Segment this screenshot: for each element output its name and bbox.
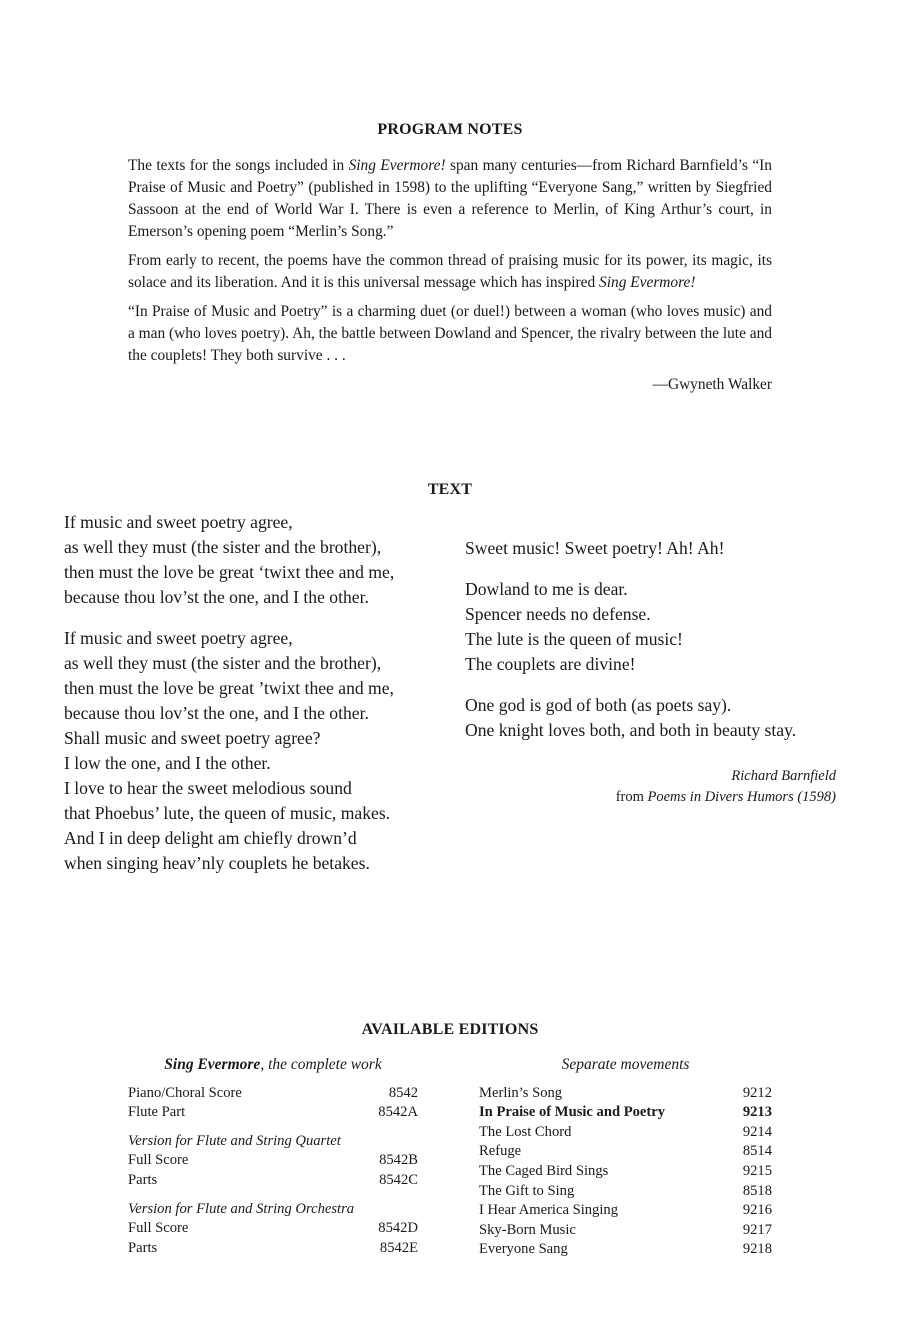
edition-name: Merlin’s Song <box>479 1084 563 1101</box>
title-emphasis: Sing Evermore! <box>599 274 696 291</box>
edition-name: The Gift to Sing <box>479 1182 575 1199</box>
complete-work-heading <box>128 1055 418 1075</box>
poem-line: because thou lov’st the one, and I the other. <box>64 703 369 723</box>
edition-name: I Hear America Singing <box>479 1202 619 1219</box>
edition-row <box>479 1201 772 1221</box>
edition-code: 9212 <box>742 1084 772 1101</box>
poem-line: The lute is the queen of music! <box>465 629 683 649</box>
edition-code: 9214 <box>742 1123 772 1140</box>
edition-code: 8542A <box>378 1104 418 1121</box>
attribution-source: Poems in Divers Humors (1598) <box>647 789 836 805</box>
poem-line: One god is god of both (as poets say). <box>465 695 732 715</box>
notes-paragraph <box>128 301 772 367</box>
poem-line: If music and sweet poetry agree, <box>64 512 293 532</box>
text-run: The texts for the songs included in <box>128 157 349 174</box>
program-notes-heading: PROGRAM NOTES <box>377 121 523 138</box>
edition-name: Full Score <box>128 1220 189 1237</box>
edition-row <box>128 1084 418 1104</box>
edition-code: 9216 <box>742 1202 772 1219</box>
poem-line: then must the love be great ’twixt thee and me, <box>64 678 394 698</box>
edition-name: In Praise of Music and Poetry <box>479 1104 666 1121</box>
poem-stanza <box>465 577 796 677</box>
edition-row <box>479 1240 772 1260</box>
edition-row <box>479 1162 772 1182</box>
poem-line: The couplets are divine! <box>465 654 636 674</box>
attribution-from: from <box>615 789 648 805</box>
edition-code: 9213 <box>742 1104 772 1121</box>
orchestra-list <box>128 1219 418 1258</box>
edition-row <box>479 1221 772 1241</box>
orchestra-heading: Version for Flute and String Orchestra <box>128 1200 355 1217</box>
separate-movements-heading: Separate movements <box>561 1056 690 1073</box>
edition-row <box>128 1239 418 1259</box>
title-emphasis: Sing Evermore! <box>348 157 446 174</box>
edition-code: 8542B <box>379 1152 418 1169</box>
text-heading: TEXT <box>427 481 473 498</box>
notes-paragraph <box>128 250 772 294</box>
edition-row <box>479 1103 772 1123</box>
poem-attribution <box>520 766 836 808</box>
edition-name: Parts <box>128 1171 158 1188</box>
poem-line: One knight loves both, and both in beauty stay. <box>465 720 797 740</box>
edition-name: Full Score <box>128 1152 189 1169</box>
edition-name: Sky-Born Music <box>479 1221 576 1238</box>
poem-line: Sweet music! Sweet poetry! Ah! Ah! <box>465 538 725 558</box>
separate-movements-list <box>479 1084 772 1260</box>
separate-movements-editions <box>479 1055 772 1260</box>
program-notes <box>128 155 772 396</box>
edition-code: 8542C <box>379 1171 418 1188</box>
poem-line: And I in deep delight am chiefly drown’d <box>64 828 357 848</box>
poem-right-column <box>465 536 796 759</box>
edition-row <box>479 1084 772 1104</box>
complete-work-title: Sing Evermore <box>164 1056 261 1073</box>
text-run: “In Praise of Music and Poetry” is a charming duet (or duel!) between a woman (who loves music) and a man (who loves poetry). Ah, the battle between Dowland and Spencer, the rivalry between the lute and the couplets! They both survive . . . <box>128 303 772 364</box>
text-run: From early to recent, the poems have the common thread of praising music for its power, its magic, its solace and its liberation. And it is this universal message which has inspired <box>128 252 772 291</box>
poem-line: when singing heav’nly couplets he betakes. <box>64 853 370 873</box>
edition-code: 8514 <box>742 1143 772 1160</box>
edition-row <box>479 1142 772 1162</box>
poem-stanza <box>64 626 394 876</box>
quartet-list <box>128 1151 418 1190</box>
edition-code: 8542E <box>379 1239 418 1256</box>
edition-name: The Lost Chord <box>479 1123 572 1140</box>
edition-row <box>479 1182 772 1202</box>
text-run: span many centuries—from Richard Barnfield’s “In Praise of Music and Poetry” (published in 1598) to the uplifting “Everyone Sang,” written by Siegfried Sassoon at the end of World War I. There is even a reference to Merlin, of King Arthur’s court, in Emerson’s opening poem “Merlin’s Song.” <box>128 157 772 240</box>
edition-code: 8518 <box>742 1182 772 1199</box>
poem-line: as well they must (the sister and the brother), <box>64 537 382 557</box>
edition-row <box>128 1103 418 1123</box>
poem-line: because thou lov’st the one, and I the other. <box>64 587 369 607</box>
complete-work-editions <box>128 1055 418 1258</box>
poem-line: as well they must (the sister and the brother), <box>64 653 382 673</box>
poem-stanza <box>64 510 394 610</box>
edition-row <box>128 1219 418 1239</box>
edition-name: The Caged Bird Sings <box>479 1162 609 1179</box>
notes-paragraph <box>128 155 772 243</box>
poem-stanza <box>465 693 796 743</box>
edition-name: Everyone Sang <box>479 1241 568 1258</box>
edition-code: 8542D <box>378 1220 418 1237</box>
edition-name: Parts <box>128 1239 158 1256</box>
attribution-author: Richard Barnfield <box>731 768 836 784</box>
edition-row <box>479 1123 772 1143</box>
edition-row <box>128 1171 418 1191</box>
poem-stanza <box>465 536 796 561</box>
edition-name: Piano/Choral Score <box>128 1084 242 1101</box>
poem-line: If music and sweet poetry agree, <box>64 628 293 648</box>
edition-row <box>128 1151 418 1171</box>
edition-code: 9218 <box>742 1241 772 1258</box>
edition-name: Flute Part <box>128 1104 186 1121</box>
poem-line: I love to hear the sweet melodious sound <box>64 778 352 798</box>
poem-line: I low the one, and I the other. <box>64 753 271 773</box>
complete-work-list <box>128 1084 418 1123</box>
poem-line: then must the love be great ‘twixt thee and me, <box>64 562 395 582</box>
poem-line: Dowland to me is dear. <box>465 579 628 599</box>
edition-name: Refuge <box>479 1143 522 1160</box>
quartet-heading: Version for Flute and String Quartet <box>128 1132 341 1149</box>
poem-left-column <box>64 510 394 892</box>
edition-code: 9217 <box>742 1221 772 1238</box>
notes-signature: —Gwyneth Walker <box>652 376 772 393</box>
poem-line: Shall music and sweet poetry agree? <box>64 728 321 748</box>
poem-line: that Phoebus’ lute, the queen of music, makes. <box>64 803 391 823</box>
poem-line: Spencer needs no defense. <box>465 604 651 624</box>
editions-heading: AVAILABLE EDITIONS <box>361 1021 539 1038</box>
complete-work-subtitle: , the complete work <box>260 1056 382 1073</box>
edition-code: 9215 <box>742 1162 772 1179</box>
edition-code: 8542 <box>388 1084 418 1101</box>
